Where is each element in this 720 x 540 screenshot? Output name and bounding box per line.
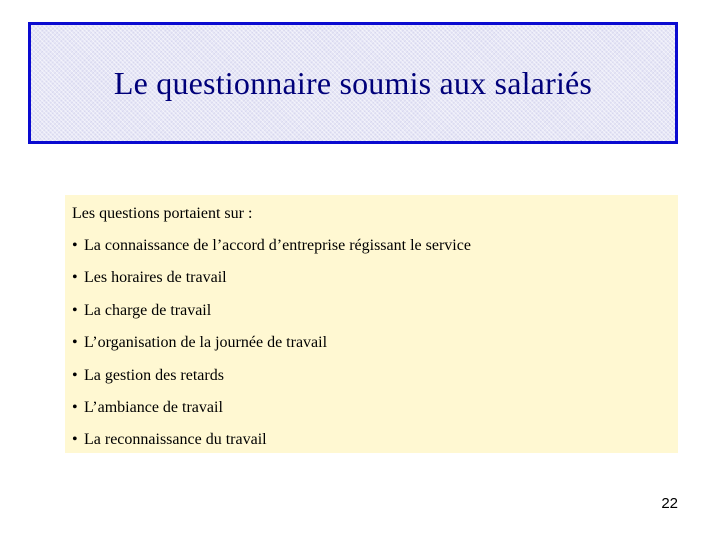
bullet: • — [72, 431, 78, 449]
list-item-text: La charge de travail — [84, 301, 212, 319]
list-item-text: Les horaires de travail — [84, 269, 227, 287]
list-item-text: L’ambiance de travail — [84, 398, 223, 416]
bullet: • — [72, 398, 78, 416]
list-item — [72, 333, 678, 365]
list-item — [72, 430, 678, 462]
list-item-text: La gestion des retards — [84, 366, 224, 384]
bullet: • — [72, 301, 78, 319]
list-item — [72, 301, 678, 333]
bullet: • — [72, 366, 78, 384]
page-number: 22 — [661, 495, 678, 512]
intro-text: Les questions portaient sur : — [72, 205, 253, 222]
question-list — [72, 236, 678, 463]
title-box — [28, 22, 678, 144]
slide-title: Le questionnaire soumis aux salariés — [113, 64, 593, 101]
bullet: • — [72, 237, 78, 254]
list-item — [72, 366, 678, 398]
list-item-text: L’organisation de la journée de travail — [84, 334, 328, 352]
list-item — [72, 268, 678, 300]
content-box — [65, 195, 678, 453]
list-item — [72, 398, 678, 430]
list-item — [72, 236, 678, 268]
list-item-text: La connaissance de l’accord d’entreprise régissant le service — [84, 237, 471, 254]
bullet: • — [72, 269, 78, 287]
list-item-text: La reconnaissance du travail — [84, 431, 267, 449]
bullet: • — [72, 334, 78, 352]
